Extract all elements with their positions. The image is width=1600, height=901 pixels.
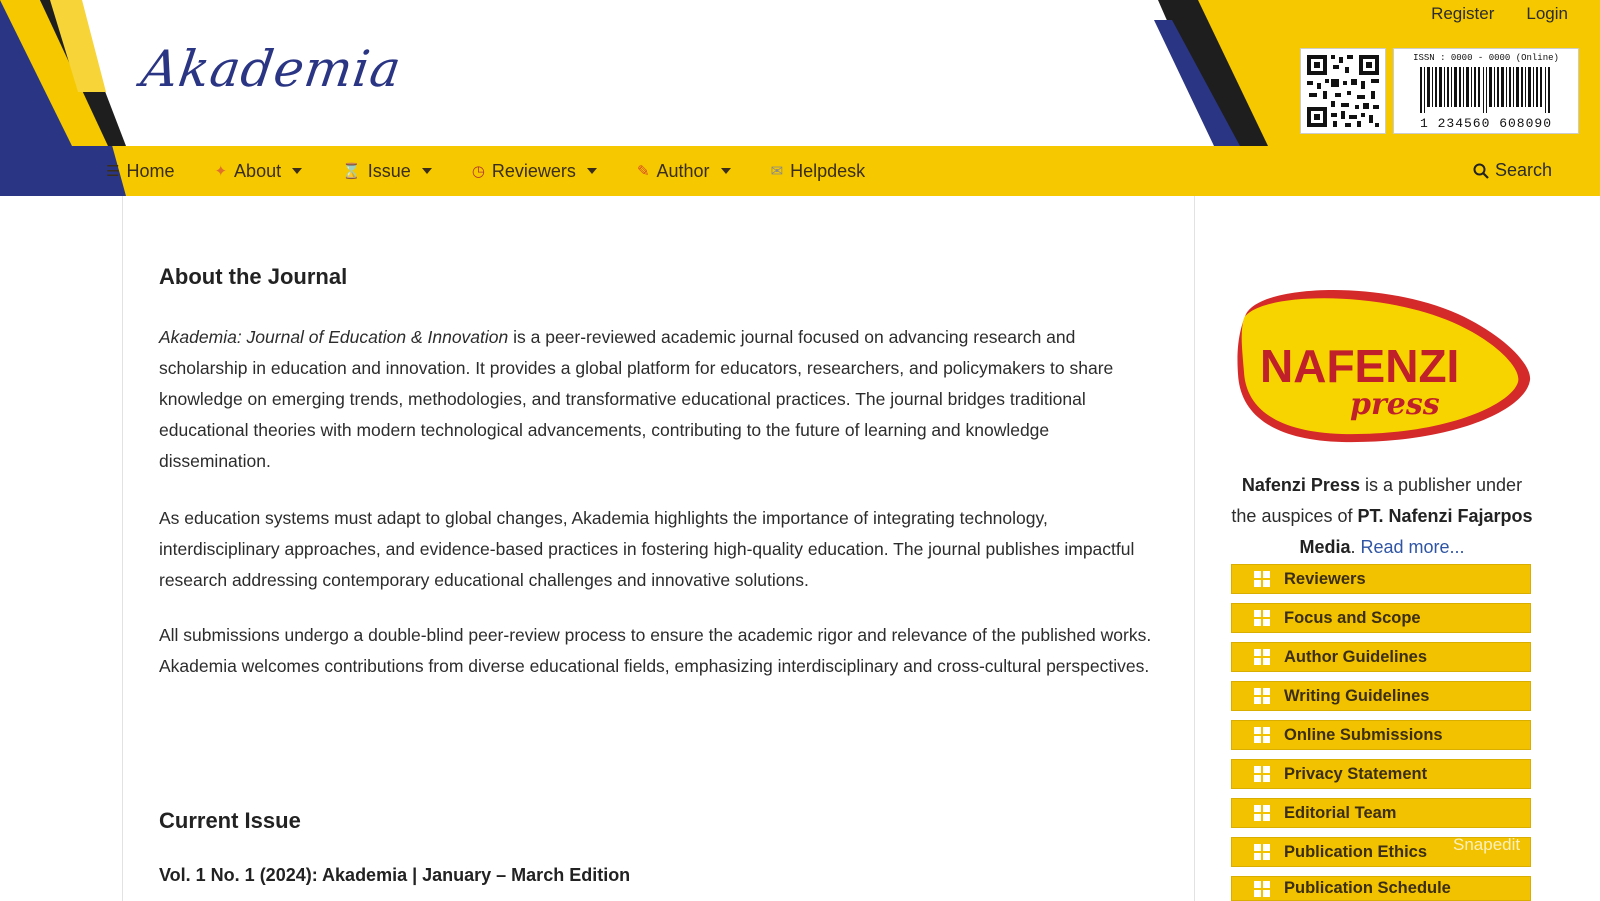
current-issue-link[interactable]: Vol. 1 No. 1 (2024): Akademia | January – March Edition (159, 865, 631, 885)
sidebar-button-publication-schedule[interactable]: Publication Schedule (1231, 876, 1531, 901)
snapedit-watermark: Snapedit (1453, 835, 1521, 854)
grid-icon (1254, 727, 1270, 743)
about-paragraph-2: As education systems must adapt to global changes, Akademia highlights the importance of integrating technology, interdisciplinary approaches, and evidence-based practices in fostering high-quality education. The journal publishes impactful research addressing contemporary educational challenges and innovative solutions. (159, 508, 1135, 590)
main-nav (106, 146, 905, 196)
about-paragraph-1: Akademia: Journal of Education & Innovation is a peer-reviewed academic journal focused on advancing research and scholarship in education and innovation. It provides a global platform for educators, researchers, and policymakers to share knowledge on emerging trends, methodologies, and transformative educational practices. The journal bridges traditional educational theories with modern technological advancements, contributing to the future of learning and knowledge dissemination. (159, 327, 1114, 471)
nav-issue[interactable]: ⌛ Issue (342, 161, 432, 182)
grid-icon (1254, 571, 1270, 587)
site-logo[interactable]: Akademia (137, 40, 406, 98)
publisher-name: Nafenzi Press (1241, 475, 1360, 495)
sidebar-button-editorial-team[interactable]: Editorial Team (1231, 798, 1531, 828)
grid-icon (1254, 766, 1270, 782)
nav-about[interactable]: ✦ About (214, 161, 302, 182)
mail-icon: ✉ (770, 163, 784, 180)
qr-code (1300, 48, 1386, 134)
issn-barcode (1393, 48, 1579, 134)
sidebar-button-writing-guidelines[interactable]: Writing Guidelines (1231, 681, 1531, 711)
hourglass-icon: ⌛ (342, 163, 361, 180)
chevron-down-icon (721, 168, 731, 174)
pencil-icon: ✎ (636, 163, 650, 180)
search-button[interactable]: Search (1473, 160, 1552, 181)
nafenzi-press-logo[interactable] (1232, 284, 1532, 449)
content-border-right (1194, 196, 1195, 901)
menu-icon: ☰ (106, 163, 120, 180)
sidebar-button-author-guidelines[interactable]: Author Guidelines (1231, 642, 1531, 672)
nav-reviewers[interactable]: ◷ Reviewers (472, 161, 597, 182)
current-issue-title: Current Issue (159, 808, 301, 833)
grid-icon (1254, 688, 1270, 704)
sidebar-button-privacy-statement[interactable]: Privacy Statement (1231, 759, 1531, 789)
journal-name: Akademia: Journal of Education & Innovation (159, 327, 509, 347)
register-link[interactable]: Register (1431, 4, 1495, 23)
chevron-down-icon (422, 168, 432, 174)
grid-icon (1254, 881, 1270, 897)
sidebar-button-publication-ethics[interactable]: Publication Ethics (1231, 837, 1531, 867)
grid-icon (1254, 844, 1270, 860)
barcode-number: 1 234560 608090 (1419, 116, 1553, 131)
publisher-description: Nafenzi Press is a publisher under the auspices of PT. Nafenzi Fajarpos Media. Read more... (1231, 475, 1533, 557)
nav-home[interactable]: ☰ Home (106, 160, 175, 181)
grid-icon (1254, 649, 1270, 665)
top-links (1431, 4, 1568, 24)
company-name: PT. Nafenzi Fajarpos Media (1299, 506, 1533, 557)
logo-word-press: press (1350, 387, 1440, 422)
chevron-down-icon (292, 168, 302, 174)
sidebar-button-focus-and-scope[interactable]: Focus and Scope (1231, 603, 1531, 633)
issn-label: ISSN : 0000 - 0000 (Online) (1413, 53, 1559, 63)
sidebar-button-reviewers[interactable]: Reviewers (1231, 564, 1531, 594)
nav-author[interactable]: ✎ Author (637, 161, 731, 182)
login-link[interactable]: Login (1526, 4, 1568, 23)
clock-icon: ◷ (471, 163, 485, 180)
chevron-down-icon (587, 168, 597, 174)
site-header (0, 0, 1600, 196)
logo-word-nafenzi: NAFENZI (1260, 340, 1460, 392)
content-border-left (122, 196, 123, 901)
grid-icon (1254, 805, 1270, 821)
handshake-icon: ✦ (214, 163, 228, 180)
about-paragraph-3: All submissions undergo a double-blind peer-review process to ensure the academic rigor and relevance of the published works. Akademia welcomes contributions from diverse educational fields, emphasizing interdisciplinary and cross-cultural perspectives. (159, 625, 1152, 676)
search-icon (1473, 163, 1489, 179)
about-title: About the Journal (159, 264, 348, 289)
grid-icon (1254, 610, 1270, 626)
nav-helpdesk[interactable]: ✉ Helpdesk (770, 160, 866, 181)
read-more-link[interactable]: Read more... (1360, 537, 1465, 557)
sidebar-button-online-submissions[interactable]: Online Submissions (1231, 720, 1531, 750)
